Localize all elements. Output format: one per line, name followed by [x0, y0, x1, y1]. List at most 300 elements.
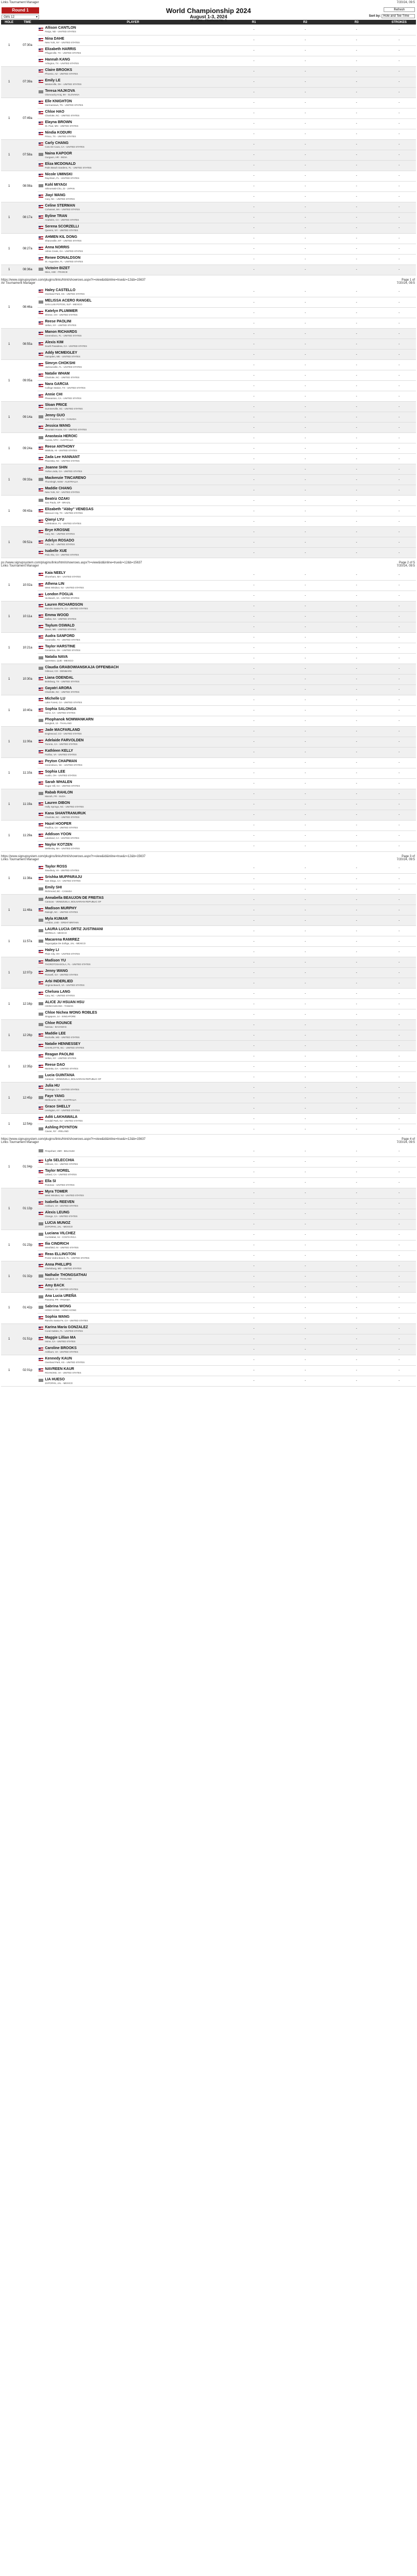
player-cell[interactable]: [38, 1376, 228, 1386]
player-name[interactable]: Elle KNIGHTON: [45, 99, 72, 103]
refresh-button[interactable]: Refresh: [384, 7, 415, 12]
table-row[interactable]: [1, 643, 416, 653]
page-url[interactable]: https://www.signupsystem.com/plugins/links/html/showrows.aspx?r=view&id&inline=true&r=12&b=15637: [1, 278, 146, 282]
player-cell[interactable]: [38, 1240, 228, 1250]
table-row[interactable]: [1, 1323, 416, 1334]
player-name[interactable]: Kathleen KELLY: [45, 749, 73, 753]
player-cell[interactable]: [38, 1292, 228, 1303]
table-row[interactable]: [1, 1334, 416, 1344]
player-cell[interactable]: [38, 360, 228, 370]
round-select-button[interactable]: Round 1: [2, 7, 39, 14]
table-row[interactable]: [1, 705, 416, 716]
player-name[interactable]: Hannah KANG: [45, 57, 70, 62]
player-name[interactable]: Anna PHILLIPS: [45, 1262, 72, 1267]
table-row[interactable]: [1, 527, 416, 537]
player-cell[interactable]: [38, 108, 228, 118]
player-cell[interactable]: [38, 580, 228, 591]
player-cell[interactable]: [38, 1009, 228, 1020]
player-cell[interactable]: [38, 233, 228, 244]
player-cell[interactable]: [38, 695, 228, 705]
player-name[interactable]: LIA HUESO: [45, 1377, 65, 1381]
player-cell[interactable]: [38, 895, 228, 905]
player-name[interactable]: Isabelle XUE: [45, 549, 67, 553]
table-row[interactable]: [1, 1146, 416, 1157]
table-row[interactable]: [1, 118, 416, 129]
player-name[interactable]: Zada Lee HANNANT: [45, 455, 80, 459]
table-row[interactable]: [1, 747, 416, 757]
table-row[interactable]: [1, 25, 416, 35]
player-cell[interactable]: [38, 1124, 228, 1135]
player-name[interactable]: Chloe Nichea WONG ROBLES: [45, 1011, 97, 1015]
table-row[interactable]: [1, 87, 416, 98]
page-url[interactable]: ps://www.signupsystem.com/plugins/links/html/showrows.aspx?r=view&id&inline=true&r=12&b=15637: [1, 561, 142, 564]
player-name[interactable]: Reas ELLINGTON: [45, 1252, 76, 1256]
player-cell[interactable]: [38, 1271, 228, 1282]
table-row[interactable]: [1, 664, 416, 674]
table-row[interactable]: [1, 778, 416, 789]
player-cell[interactable]: [38, 191, 228, 202]
player-name[interactable]: Phophanok NOMWANKARN: [45, 717, 94, 721]
player-name[interactable]: Chloe ROUNCE: [45, 1021, 72, 1025]
player-cell[interactable]: [38, 1103, 228, 1114]
player-cell[interactable]: [38, 329, 228, 339]
player-cell[interactable]: [38, 1072, 228, 1082]
player-name[interactable]: Taylor MOREL: [45, 1169, 70, 1173]
table-row[interactable]: [1, 936, 416, 947]
table-row[interactable]: [1, 537, 416, 548]
player-cell[interactable]: [38, 181, 228, 191]
player-cell[interactable]: [38, 705, 228, 716]
player-cell[interactable]: [38, 548, 228, 558]
player-name[interactable]: Reese DAO: [45, 1063, 65, 1067]
player-cell[interactable]: [38, 506, 228, 516]
table-row[interactable]: [1, 35, 416, 45]
player-cell[interactable]: [38, 433, 228, 443]
player-cell[interactable]: [38, 601, 228, 611]
player-cell[interactable]: [38, 423, 228, 433]
player-name[interactable]: Luciana VILCHEZ: [45, 1231, 76, 1235]
page-url[interactable]: https://www.signupsystem.com/plugins/links/html/showrows.aspx?r=view&id&inline=true&r=12&b=15637: [1, 854, 146, 858]
player-cell[interactable]: [38, 129, 228, 139]
player-cell[interactable]: [38, 591, 228, 601]
table-row[interactable]: [1, 1124, 416, 1135]
player-cell[interactable]: [38, 350, 228, 360]
player-cell[interactable]: [38, 1030, 228, 1041]
player-name[interactable]: Sophia SALONGA: [45, 707, 77, 711]
player-cell[interactable]: [38, 223, 228, 233]
player-cell[interactable]: [38, 1365, 228, 1376]
player-cell[interactable]: [38, 737, 228, 747]
table-row[interactable]: [1, 1250, 416, 1261]
player-cell[interactable]: [38, 611, 228, 622]
player-cell[interactable]: [38, 464, 228, 475]
player-name[interactable]: Madison MURPHY: [45, 907, 77, 910]
player-name[interactable]: Taylor HARSTINE: [45, 644, 76, 648]
table-row[interactable]: [1, 297, 416, 308]
player-name[interactable]: Natalia NAVA: [45, 655, 68, 659]
player-cell[interactable]: [38, 1167, 228, 1177]
table-row[interactable]: [1, 1020, 416, 1030]
table-row[interactable]: [1, 1303, 416, 1313]
table-row[interactable]: [1, 789, 416, 799]
player-cell[interactable]: [38, 632, 228, 643]
table-row[interactable]: [1, 1177, 416, 1188]
column-header-r3[interactable]: R3: [331, 20, 382, 25]
player-name[interactable]: Myra TOMER: [45, 1189, 68, 1194]
table-row[interactable]: [1, 233, 416, 244]
player-name[interactable]: Claire BROOKS: [45, 68, 72, 72]
player-name[interactable]: MELISSA ACERO RANGEL: [45, 299, 92, 303]
table-row[interactable]: [1, 506, 416, 516]
player-name[interactable]: Simryn CHOKSHI: [45, 362, 76, 365]
table-row[interactable]: [1, 254, 416, 264]
player-cell[interactable]: [38, 391, 228, 402]
table-row[interactable]: [1, 475, 416, 485]
table-row[interactable]: [1, 433, 416, 443]
player-name[interactable]: Macarena RAMIREZ: [45, 938, 80, 942]
player-cell[interactable]: [38, 978, 228, 989]
player-name[interactable]: Karina Maria GONZALEZ: [45, 1325, 88, 1329]
table-row[interactable]: [1, 601, 416, 611]
table-row[interactable]: [1, 1030, 416, 1041]
player-cell[interactable]: [38, 768, 228, 778]
player-name[interactable]: Michelle LU: [45, 696, 66, 701]
player-name[interactable]: NAVREEN KAUR: [45, 1367, 75, 1371]
player-name[interactable]: Anastasia HEROIC: [45, 435, 78, 438]
player-name[interactable]: Faye YANG: [45, 1094, 65, 1098]
player-name[interactable]: Arbi INDERLIED: [45, 980, 73, 983]
player-name[interactable]: LUCIA MUNOZ: [45, 1221, 71, 1225]
table-row[interactable]: [1, 989, 416, 999]
player-name[interactable]: Chloe HAO: [45, 110, 65, 114]
table-row[interactable]: [1, 391, 416, 402]
player-name[interactable]: Addison YOON: [45, 832, 71, 836]
player-name[interactable]: Jade MACFARLAND: [45, 728, 80, 732]
table-row[interactable]: [1, 1093, 416, 1103]
player-name[interactable]: Mackenzie TINCARENO: [45, 476, 86, 480]
player-name[interactable]: Maggie Lillian MA: [45, 1335, 76, 1340]
player-name[interactable]: Gayatri ARORA: [45, 686, 72, 690]
column-header-player[interactable]: PLAYER: [38, 20, 228, 25]
player-cell[interactable]: [38, 1334, 228, 1344]
player-name[interactable]: Carly CHANG: [45, 141, 69, 145]
table-row[interactable]: [1, 1082, 416, 1093]
player-name[interactable]: Addy MCMEIGLEY: [45, 351, 78, 355]
player-cell[interactable]: [38, 297, 228, 308]
column-header-strokes[interactable]: STROKES: [382, 20, 416, 25]
player-name[interactable]: Manon RICHARDS: [45, 330, 77, 334]
player-cell[interactable]: [38, 789, 228, 799]
table-row[interactable]: [1, 423, 416, 433]
table-row[interactable]: [1, 1365, 416, 1376]
table-row[interactable]: [1, 1240, 416, 1250]
column-header-time[interactable]: TIME: [17, 20, 38, 25]
player-cell[interactable]: [38, 1313, 228, 1323]
player-name[interactable]: Grace SHELLY: [45, 1105, 71, 1109]
player-name[interactable]: Lucia GUINTANA: [45, 1074, 75, 1077]
table-row[interactable]: [1, 1072, 416, 1082]
player-cell[interactable]: [38, 884, 228, 895]
player-name[interactable]: Chelsea LANG: [45, 990, 70, 994]
player-cell[interactable]: [38, 643, 228, 653]
player-name[interactable]: Ella SI: [45, 1179, 56, 1183]
player-cell[interactable]: [38, 726, 228, 737]
player-cell[interactable]: [38, 412, 228, 423]
player-cell[interactable]: [38, 810, 228, 820]
table-row[interactable]: [1, 926, 416, 936]
table-row[interactable]: [1, 244, 416, 254]
player-name[interactable]: Natalie HENNESSEY: [45, 1042, 81, 1046]
player-name[interactable]: Annabella BEAUJON DE FREITAS: [45, 896, 104, 900]
player-cell[interactable]: [38, 1146, 228, 1157]
player-name[interactable]: Taylor ROSS: [45, 864, 67, 869]
player-name[interactable]: Ilia CINDRICH: [45, 1242, 69, 1246]
table-row[interactable]: [1, 716, 416, 726]
table-row[interactable]: [1, 1051, 416, 1062]
table-row[interactable]: [1, 580, 416, 591]
player-cell[interactable]: [38, 957, 228, 968]
table-row[interactable]: [1, 485, 416, 496]
player-cell[interactable]: [38, 1082, 228, 1093]
table-row[interactable]: [1, 968, 416, 978]
table-row[interactable]: [1, 1209, 416, 1219]
player-cell[interactable]: [38, 747, 228, 757]
column-header-r1[interactable]: R1: [228, 20, 279, 25]
player-name[interactable]: Sabrina WONG: [45, 1304, 71, 1308]
table-row[interactable]: [1, 318, 416, 329]
table-row[interactable]: [1, 108, 416, 118]
player-cell[interactable]: [38, 171, 228, 181]
player-cell[interactable]: [38, 999, 228, 1009]
table-row[interactable]: [1, 1062, 416, 1072]
player-cell[interactable]: [38, 1344, 228, 1355]
table-row[interactable]: [1, 77, 416, 87]
player-cell[interactable]: [38, 863, 228, 874]
table-row[interactable]: [1, 45, 416, 56]
player-cell[interactable]: [38, 308, 228, 318]
player-cell[interactable]: [38, 778, 228, 789]
player-cell[interactable]: [38, 799, 228, 810]
player-cell[interactable]: [38, 684, 228, 695]
player-cell[interactable]: [38, 1323, 228, 1334]
table-row[interactable]: [1, 810, 416, 820]
player-name[interactable]: Ana Lucia UREÑA: [45, 1294, 77, 1298]
player-name[interactable]: LAURA LUCIA ORTIZ JUSTINIANI: [45, 928, 103, 931]
player-cell[interactable]: [38, 1188, 228, 1198]
table-row[interactable]: [1, 841, 416, 851]
player-name[interactable]: Haley LI: [45, 948, 59, 952]
player-name[interactable]: Natalie WHAM: [45, 372, 70, 376]
sort-select[interactable]: Hole and Tee Time: [382, 14, 415, 18]
player-name[interactable]: Athena LIN: [45, 582, 65, 586]
player-name[interactable]: Celine STERMAN: [45, 203, 75, 208]
player-cell[interactable]: [38, 1219, 228, 1230]
player-name[interactable]: Maddie CHANG: [45, 487, 72, 490]
table-row[interactable]: [1, 56, 416, 66]
player-cell[interactable]: [38, 150, 228, 160]
player-cell[interactable]: [38, 570, 228, 580]
player-name[interactable]: Alexis KIM: [45, 341, 64, 344]
table-row[interactable]: [1, 1292, 416, 1303]
player-cell[interactable]: [38, 516, 228, 527]
player-name[interactable]: Katelyn PLUMMER: [45, 309, 78, 313]
table-row[interactable]: [1, 1041, 416, 1051]
table-row[interactable]: [1, 98, 416, 108]
table-row[interactable]: [1, 916, 416, 926]
table-row[interactable]: [1, 905, 416, 916]
player-cell[interactable]: [38, 98, 228, 108]
player-cell[interactable]: [38, 622, 228, 632]
table-row[interactable]: [1, 339, 416, 350]
player-cell[interactable]: [38, 370, 228, 381]
player-cell[interactable]: [38, 87, 228, 98]
player-name[interactable]: Naina KAPOOR: [45, 151, 72, 155]
table-row[interactable]: [1, 1198, 416, 1209]
player-name[interactable]: Emily LE: [45, 78, 60, 82]
table-row[interactable]: [1, 999, 416, 1009]
player-name[interactable]: Renee DONALDSON: [45, 256, 81, 260]
table-row[interactable]: [1, 1230, 416, 1240]
player-cell[interactable]: [38, 66, 228, 77]
player-name[interactable]: Joanne SHIN: [45, 466, 68, 470]
player-cell[interactable]: [38, 1051, 228, 1062]
player-cell[interactable]: [38, 1177, 228, 1188]
table-row[interactable]: [1, 1282, 416, 1292]
table-row[interactable]: [1, 329, 416, 339]
table-row[interactable]: [1, 160, 416, 171]
player-cell[interactable]: [38, 160, 228, 171]
player-name[interactable]: Reese ANTHONY: [45, 445, 75, 449]
table-row[interactable]: [1, 757, 416, 768]
table-row[interactable]: [1, 653, 416, 664]
player-cell[interactable]: [38, 537, 228, 548]
player-cell[interactable]: [38, 77, 228, 87]
player-name[interactable]: Aditi LAKHAWALA: [45, 1115, 78, 1119]
table-row[interactable]: [1, 454, 416, 464]
player-name[interactable]: Elayna BROWN: [45, 120, 72, 124]
player-name[interactable]: Peyton CHAPMAN: [45, 759, 77, 763]
player-name[interactable]: Liana ODENDAL: [45, 676, 74, 680]
table-row[interactable]: [1, 684, 416, 695]
player-name[interactable]: Nindia KODURI: [45, 130, 72, 135]
table-row[interactable]: [1, 66, 416, 77]
player-name[interactable]: Nathalie THONGSATHAI: [45, 1273, 87, 1277]
player-cell[interactable]: [38, 202, 228, 212]
player-name[interactable]: Ashling POYNTON: [45, 1126, 78, 1129]
player-name[interactable]: Srishka MUPPARAJU: [45, 875, 82, 879]
table-row[interactable]: [1, 632, 416, 643]
table-row[interactable]: [1, 820, 416, 830]
player-cell[interactable]: [38, 968, 228, 978]
table-row[interactable]: [1, 695, 416, 705]
player-name[interactable]: Reagan PAOLINI: [45, 1053, 74, 1056]
player-name[interactable]: Byline TRAN: [45, 214, 67, 218]
player-cell[interactable]: [38, 1041, 228, 1051]
player-name[interactable]: Anna NORRIS: [45, 245, 69, 249]
table-row[interactable]: [1, 412, 416, 423]
player-cell[interactable]: [38, 118, 228, 129]
player-cell[interactable]: [38, 1020, 228, 1030]
table-row[interactable]: [1, 1167, 416, 1177]
player-name[interactable]: Claudia GRABOWIANSKAJA OFFENBACH: [45, 665, 119, 669]
player-name[interactable]: Alexis LEUNG: [45, 1210, 70, 1214]
table-row[interactable]: [1, 548, 416, 558]
player-name[interactable]: Emma WOOD: [45, 613, 69, 617]
player-name[interactable]: Qianyi LYU: [45, 518, 65, 522]
player-cell[interactable]: [38, 254, 228, 264]
player-name[interactable]: Brye KROSNE: [45, 528, 70, 532]
player-cell[interactable]: [38, 664, 228, 674]
player-cell[interactable]: [38, 841, 228, 851]
player-name[interactable]: Rabab RAHLON: [45, 790, 73, 795]
table-row[interactable]: [1, 381, 416, 391]
player-cell[interactable]: [38, 287, 228, 297]
table-row[interactable]: [1, 264, 416, 275]
table-row[interactable]: [1, 1219, 416, 1230]
table-row[interactable]: [1, 1103, 416, 1114]
table-row[interactable]: [1, 830, 416, 841]
player-cell[interactable]: [38, 926, 228, 936]
table-row[interactable]: [1, 1376, 416, 1386]
table-row[interactable]: [1, 874, 416, 884]
player-name[interactable]: Kohl MIYAGI: [45, 183, 67, 187]
player-name[interactable]: Maddie LEE: [45, 1032, 66, 1036]
table-row[interactable]: [1, 1313, 416, 1323]
player-name[interactable]: Jenny GUO: [45, 414, 65, 417]
player-cell[interactable]: [38, 1157, 228, 1167]
player-name[interactable]: Madison YU: [45, 959, 66, 962]
player-cell[interactable]: [38, 936, 228, 947]
player-name[interactable]: Sarah WHALEN: [45, 780, 72, 784]
table-row[interactable]: [1, 768, 416, 778]
table-row[interactable]: [1, 570, 416, 580]
player-name[interactable]: AHMEN KIL DONG: [45, 235, 78, 239]
player-cell[interactable]: [38, 454, 228, 464]
table-row[interactable]: [1, 1355, 416, 1365]
player-name[interactable]: Lauren DIBON: [45, 801, 70, 805]
table-row[interactable]: [1, 370, 416, 381]
table-row[interactable]: [1, 1271, 416, 1282]
table-row[interactable]: [1, 464, 416, 475]
player-cell[interactable]: [38, 820, 228, 830]
player-name[interactable]: Teresa HAJKOVA: [45, 89, 76, 93]
table-row[interactable]: [1, 212, 416, 223]
player-cell[interactable]: [38, 139, 228, 150]
player-name[interactable]: Nina DAHE: [45, 37, 65, 41]
player-name[interactable]: Kennedy KAUN: [45, 1356, 72, 1361]
player-cell[interactable]: [38, 56, 228, 66]
player-name[interactable]: Jessica WANG: [45, 424, 71, 428]
table-row[interactable]: [1, 737, 416, 747]
player-cell[interactable]: [38, 527, 228, 537]
player-cell[interactable]: [38, 989, 228, 999]
table-row[interactable]: [1, 1261, 416, 1271]
player-name[interactable]: Sophia WANG: [45, 1315, 70, 1319]
table-row[interactable]: [1, 884, 416, 895]
player-name[interactable]: Kaia NEELY: [45, 571, 66, 575]
table-row[interactable]: [1, 622, 416, 632]
table-row[interactable]: [1, 1344, 416, 1355]
player-name[interactable]: Elizabeth "Abby" VENEGAS: [45, 508, 94, 511]
table-row[interactable]: [1, 1188, 416, 1198]
table-row[interactable]: [1, 360, 416, 370]
player-name[interactable]: Myla KUMAR: [45, 917, 68, 921]
player-name[interactable]: Sloan PRICE: [45, 403, 67, 407]
player-cell[interactable]: [38, 1303, 228, 1313]
table-row[interactable]: [1, 674, 416, 684]
player-cell[interactable]: [38, 1230, 228, 1240]
table-row[interactable]: [1, 1009, 416, 1020]
